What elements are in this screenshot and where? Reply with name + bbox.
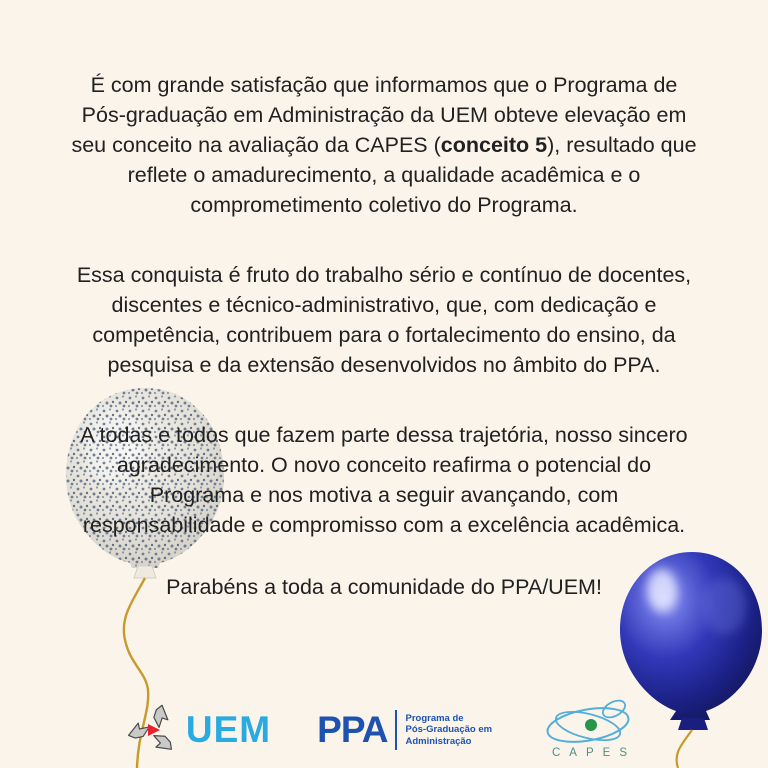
text-line: responsabilidade e compromisso com a excelência acadêmica. xyxy=(82,513,686,537)
ppa-subtitle xyxy=(405,713,492,748)
paragraph-gratitude-work xyxy=(0,260,768,380)
paragraph-achievement xyxy=(0,70,768,220)
text-line: discentes e técnico-administrativo, que, com dedicação e xyxy=(111,293,657,317)
paragraph-thanks xyxy=(0,420,768,540)
capes-orbits-icon xyxy=(538,698,642,762)
ppa-wordmark: PPA xyxy=(317,709,388,750)
ppa-logo xyxy=(317,709,492,751)
ppa-subtitle-line: Programa de xyxy=(405,712,464,724)
text-line: comprometimento coletivo do Programa. xyxy=(190,193,578,217)
capes-logo xyxy=(538,698,642,762)
ppa-subtitle-line: Pós-Graduação em xyxy=(405,724,493,736)
closing-line: Parabéns a toda a comunidade do PPA/UEM! xyxy=(166,575,602,599)
text-line: Pós-graduação em Administração da UEM obteve elevação em xyxy=(81,103,687,127)
text-segment: ), resultado que xyxy=(547,133,697,157)
ppa-divider xyxy=(395,710,397,750)
capes-wordmark: CAPES xyxy=(552,747,637,759)
text-line: agradecimento. O novo conceito reafirma o potencial do xyxy=(116,453,652,477)
text-line: competência, contribuem para o fortalecimento do ensino, da xyxy=(92,323,676,347)
uem-emblem-icon xyxy=(126,703,182,757)
text-line: Programa e nos motiva a seguir avançando, com xyxy=(149,483,619,507)
ppa-subtitle-line: Administração xyxy=(405,735,472,747)
text-line: Essa conquista é fruto do trabalho sério e contínuo de docentes, xyxy=(76,263,692,287)
uem-logo xyxy=(126,703,271,757)
text-line: reflete o amadurecimento, a qualidade acadêmica e o xyxy=(127,163,641,187)
uem-wordmark: UEM xyxy=(185,709,272,750)
announcement-text xyxy=(0,70,768,602)
text-line xyxy=(28,130,740,160)
text-line: É com grande satisfação que informamos que o Programa de xyxy=(90,73,678,97)
text-line: pesquisa e da extensão desenvolvidos no âmbito do PPA. xyxy=(107,353,661,377)
text-line: A todas e todos que fazem parte dessa trajetória, nosso sincero xyxy=(80,423,688,447)
conceito-5-highlight: conceito 5 xyxy=(440,133,548,157)
logos-row xyxy=(0,698,768,762)
text-segment: seu conceito na avaliação da CAPES ( xyxy=(71,133,441,157)
